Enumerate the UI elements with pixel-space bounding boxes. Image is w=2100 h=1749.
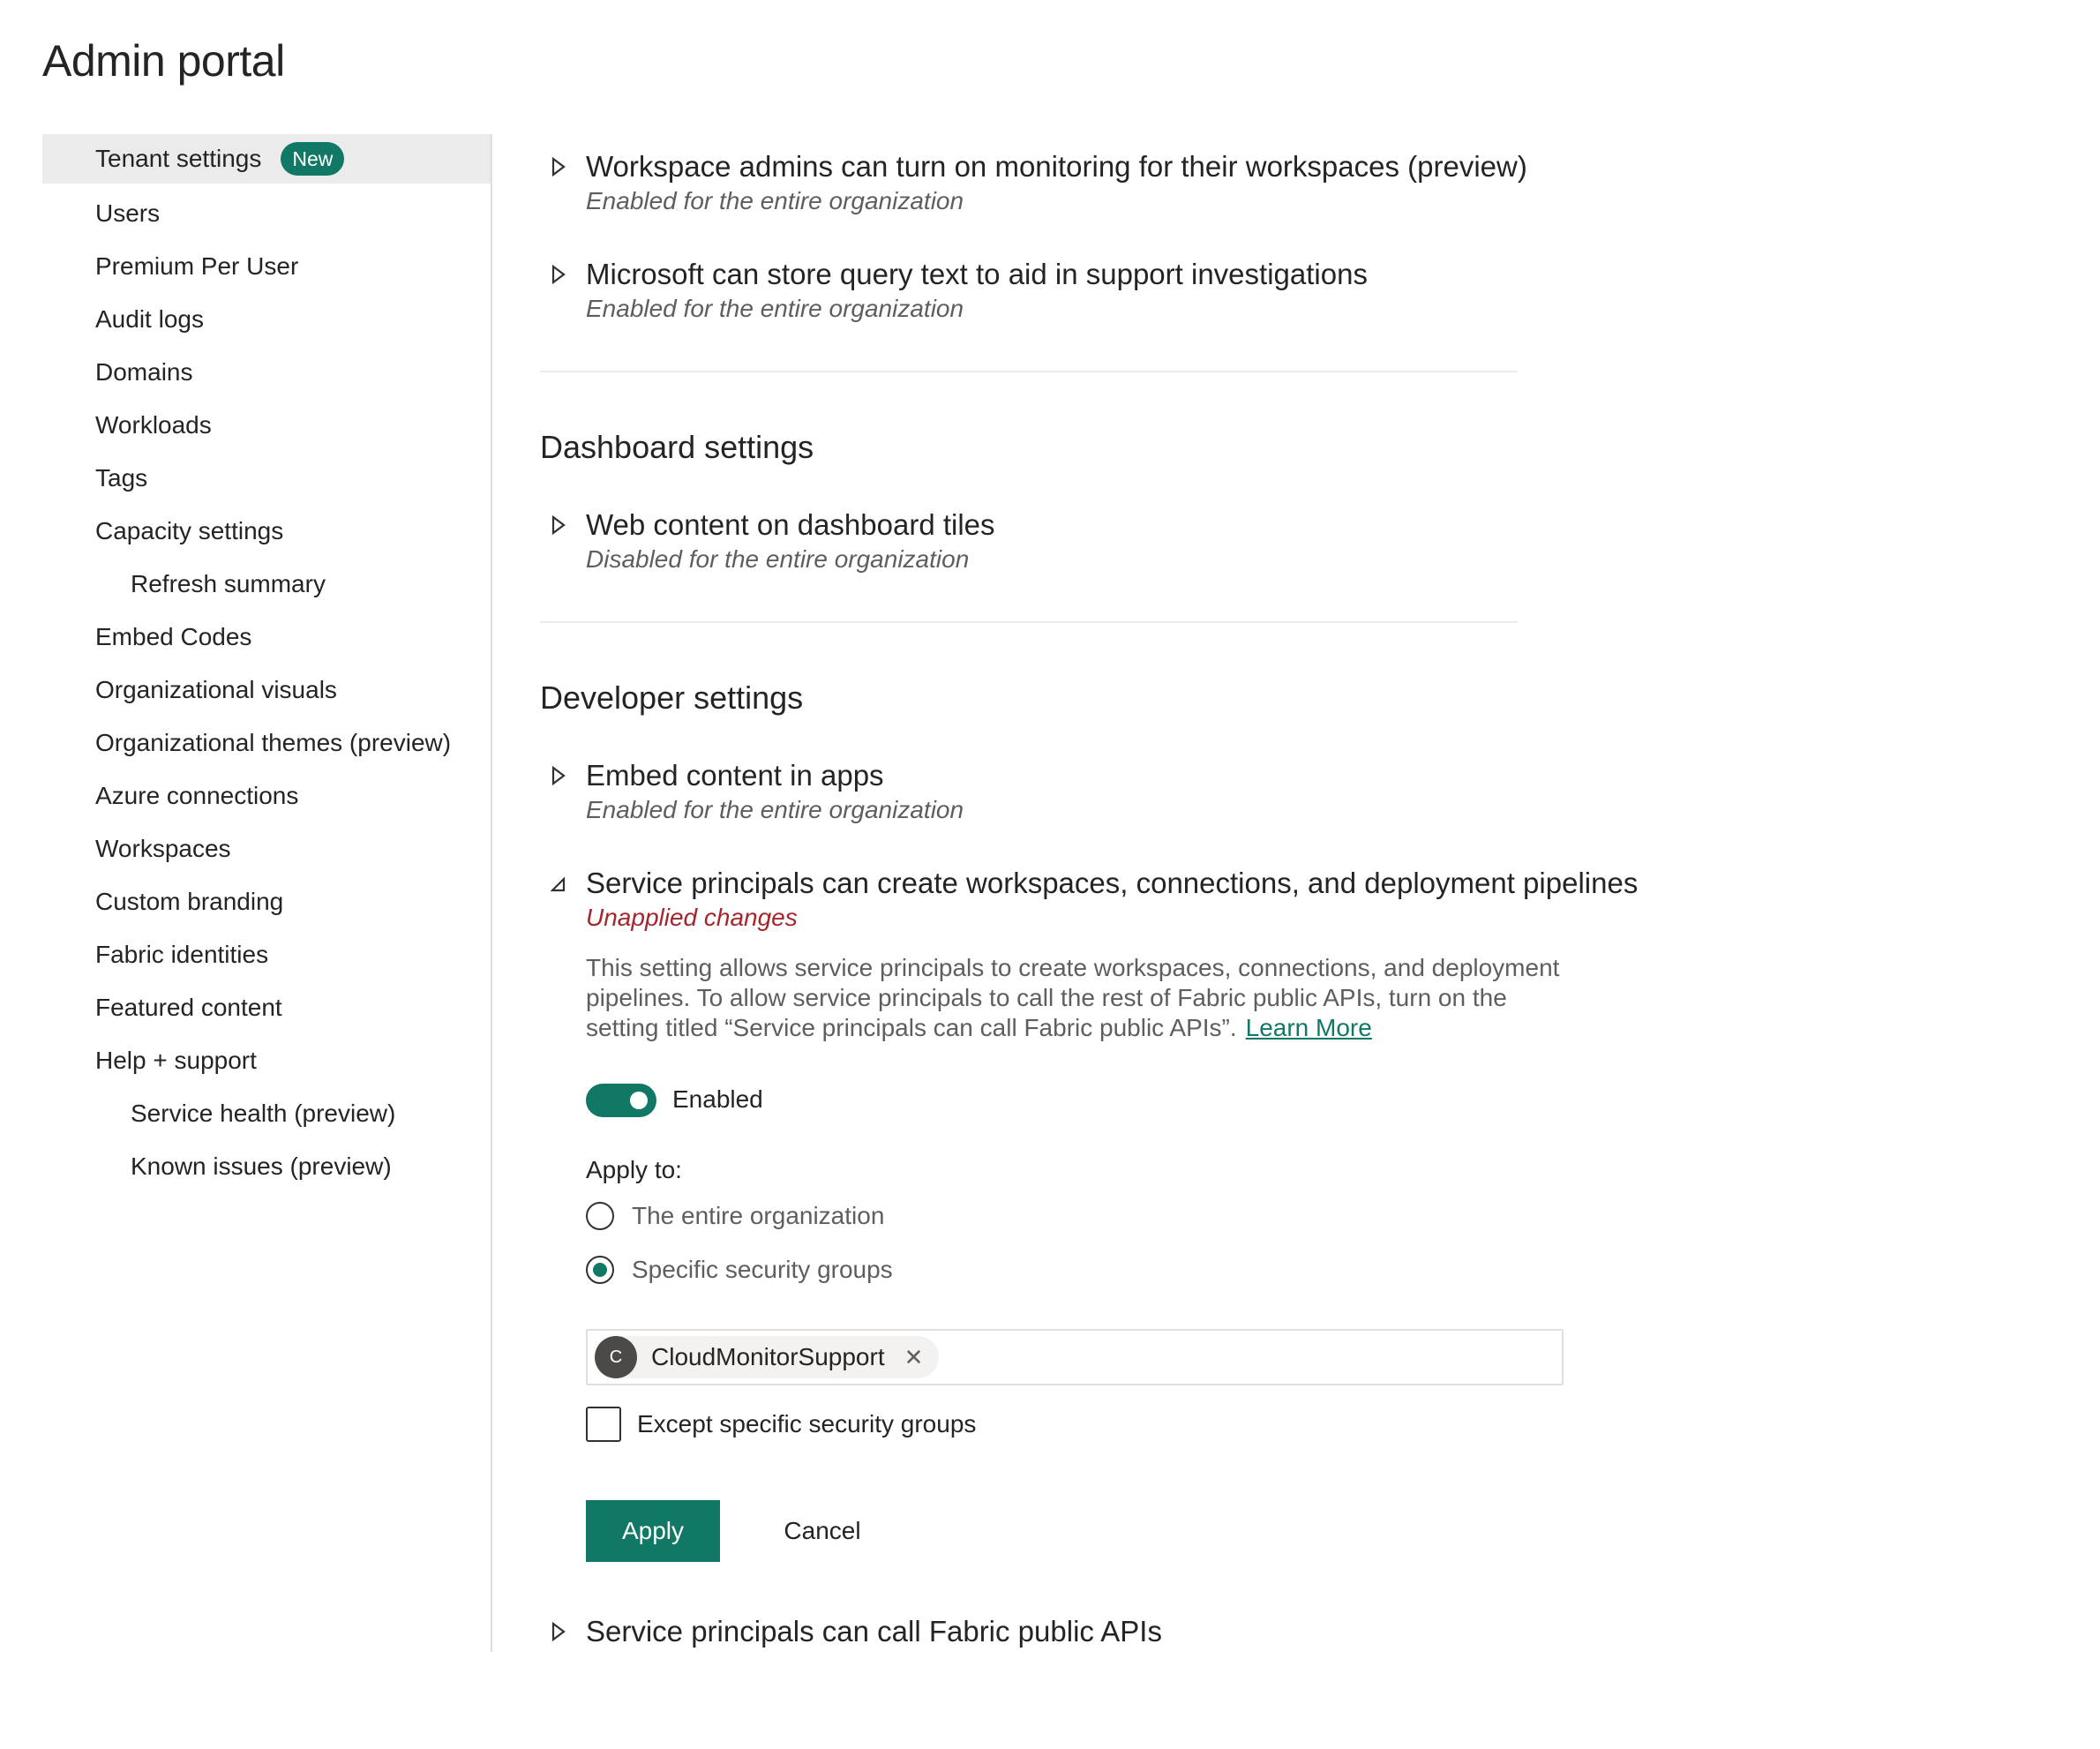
sidebar-item-refresh-summary[interactable] (42, 558, 491, 611)
sidebar-item-label: Users (95, 199, 161, 227)
unapplied-changes-status: Unapplied changes (586, 904, 798, 931)
description-line: pipelines. To allow service principals to call the rest of Fabric public APIs, turn on the (586, 984, 1507, 1011)
setting-status: Enabled for the entire organization (586, 187, 964, 214)
setting-status: Enabled for the entire organization (586, 295, 964, 322)
sidebar-item-custom-branding[interactable] (42, 875, 491, 928)
sidebar-item-known-issues[interactable] (42, 1140, 491, 1193)
sidebar-item-label: Workloads (95, 411, 212, 439)
setting-status: Enabled for the entire organization (586, 796, 964, 823)
radio-specific-security-groups[interactable] (586, 1256, 893, 1284)
toggle-knob (630, 1092, 648, 1109)
page-title: Admin portal (42, 36, 285, 86)
sidebar-item-audit-logs[interactable] (42, 293, 491, 346)
setting-title[interactable]: Workspace admins can turn on monitoring for their workspaces (preview) (586, 150, 1527, 183)
sidebar-item-label: Custom branding (95, 888, 284, 915)
setting-service-principals-create (540, 867, 2093, 1749)
cancel-button[interactable]: Cancel (752, 1500, 893, 1562)
triangle-right-icon[interactable] (551, 1622, 566, 1641)
description-line: setting titled “Service principals can call Fabric public APIs”. (586, 1014, 1237, 1041)
radio-entire-organization[interactable] (586, 1202, 884, 1230)
sidebar-item-label: Embed Codes (95, 623, 252, 650)
radio-button[interactable] (586, 1202, 614, 1230)
sidebar-item-label: Known issues (preview) (131, 1152, 392, 1180)
setting-title[interactable]: Embed content in apps (586, 759, 884, 792)
sidebar-item-featured-content[interactable] (42, 981, 491, 1034)
sidebar-item-label: Tenant settings (95, 145, 262, 172)
sidebar (42, 134, 492, 1652)
sidebar-item-organizational-themes[interactable] (42, 717, 491, 769)
sidebar-item-label: Premium Per User (95, 252, 299, 280)
sidebar-item-workspaces[interactable] (42, 822, 491, 875)
section-divider (540, 621, 1518, 623)
sidebar-item-label: Organizational visuals (95, 676, 337, 703)
sidebar-item-tags[interactable] (42, 452, 491, 505)
sidebar-item-service-health[interactable] (42, 1087, 491, 1140)
sidebar-item-workloads[interactable] (42, 399, 491, 452)
learn-more-link[interactable]: Learn More (1245, 1014, 1372, 1041)
sidebar-item-label: Help + support (95, 1047, 257, 1074)
sidebar-item-label: Capacity settings (95, 517, 284, 544)
radio-label: The entire organization (632, 1202, 885, 1229)
sidebar-item-azure-connections[interactable] (42, 769, 491, 822)
sidebar-item-help-support[interactable] (42, 1034, 491, 1087)
close-icon[interactable]: ✕ (904, 1343, 924, 1370)
triangle-down-right-icon[interactable] (551, 875, 566, 895)
sidebar-item-label: Refresh summary (131, 570, 326, 597)
section-title-dashboard: Dashboard settings (540, 429, 814, 465)
setting-description (586, 953, 1592, 1043)
radio-button[interactable] (586, 1256, 614, 1284)
triangle-right-icon[interactable] (551, 515, 566, 535)
sidebar-item-label: Audit logs (95, 305, 204, 333)
toggle-label: Enabled (672, 1085, 763, 1113)
setting-title-service-principals-call[interactable]: Service principals can call Fabric public APIs (586, 1615, 1162, 1648)
triangle-right-icon[interactable] (551, 265, 566, 284)
setting-title[interactable]: Service principals can create workspaces, connections, and deployment pipelines (586, 867, 1639, 899)
sidebar-item-label: Organizational themes (preview) (95, 729, 452, 756)
sidebar-item-label: Tags (95, 464, 148, 492)
sidebar-item-fabric-identities[interactable] (42, 928, 491, 981)
sidebar-item-label: Service health (preview) (131, 1100, 396, 1127)
sidebar-item-label: Featured content (95, 994, 282, 1021)
sidebar-item-domains[interactable] (42, 346, 491, 399)
section-title-developer: Developer settings (540, 679, 804, 716)
description-line: This setting allows service principals to create workspaces, connections, and deployment (586, 954, 1560, 981)
description-line-last (586, 1013, 1592, 1043)
except-groups-checkbox[interactable] (586, 1407, 621, 1442)
except-groups-checkbox-row[interactable] (586, 1407, 976, 1442)
enabled-toggle[interactable] (586, 1084, 656, 1117)
setting-status: Disabled for the entire organization (586, 545, 970, 573)
security-group-chip (595, 1336, 939, 1378)
triangle-right-icon[interactable] (551, 766, 566, 785)
sidebar-item-label: Fabric identities (95, 941, 269, 968)
radio-dot (593, 1263, 607, 1277)
sidebar-item-tenant-settings[interactable] (42, 134, 491, 184)
setting-title[interactable]: Microsoft can store query text to aid in support investigations (586, 258, 1368, 290)
sidebar-item-label: Domains (95, 358, 193, 386)
sidebar-item-premium-per-user[interactable] (42, 240, 491, 293)
sidebar-item-users[interactable] (42, 187, 491, 240)
setting-title[interactable]: Web content on dashboard tiles (586, 508, 995, 541)
avatar: C (595, 1336, 637, 1378)
chip-label: CloudMonitorSupport (651, 1343, 885, 1370)
apply-button[interactable]: Apply (586, 1500, 720, 1562)
sidebar-item-embed-codes[interactable] (42, 611, 491, 664)
sidebar-item-label: Azure connections (95, 782, 299, 809)
sidebar-item-label: Workspaces (95, 835, 231, 862)
new-badge: New (281, 142, 344, 176)
triangle-right-icon[interactable] (551, 157, 566, 176)
radio-label: Specific security groups (632, 1256, 893, 1283)
apply-to-label: Apply to: (586, 1156, 682, 1183)
section-divider (540, 371, 1518, 372)
sidebar-item-organizational-visuals[interactable] (42, 664, 491, 717)
sidebar-item-capacity-settings[interactable] (42, 505, 491, 558)
checkbox-label: Except specific security groups (637, 1410, 977, 1437)
security-group-picker[interactable] (586, 1329, 1564, 1385)
